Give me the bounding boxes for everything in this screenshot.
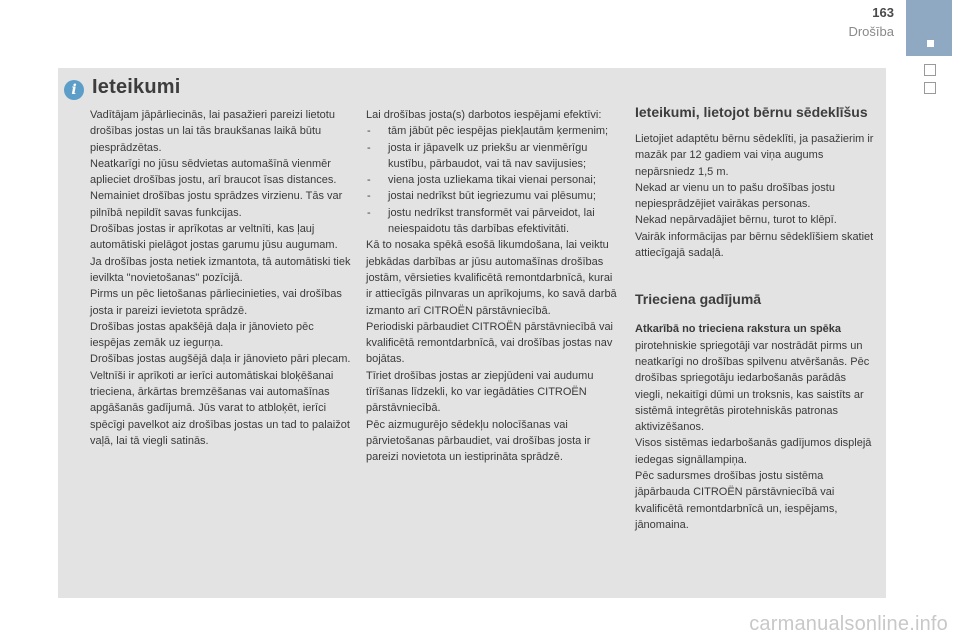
nav-box-1-icon[interactable] — [924, 64, 936, 76]
paragraph: Vadītājam jāpārliecinās, lai pasažieri pareizi lietotu drošības jostas un lai tās braukšanas laikā būtu piesprādzētas. — [90, 109, 335, 154]
paragraph: Nekad ar vienu un to pašu drošības jostu nepiesprādzējiet vairākas personas. — [635, 181, 835, 211]
paragraph: Kā to nosaka spēkā esošā likumdošana, lai veiktu jebkādas darbības ar jūsu automašīnas drošības jostām, vērsieties kvalificētā remontdarbnīcā, kurai ir attiecīgās pilnvaras un aprīkojums, ko savā darbā izmanto arī CITROËN pārstāvniecībā. — [366, 239, 617, 317]
list-item-text: tām jābūt pēc iespējas piekļautām ķermenim; — [388, 125, 609, 138]
dash-marker: - — [367, 125, 371, 138]
list-item — [366, 188, 618, 204]
tab-marker-icon — [927, 40, 934, 47]
paragraph: Nekad nepārvadājiet bērnu, turot to klēpī. — [635, 214, 837, 227]
list-item — [366, 205, 618, 238]
paragraph: Vairāk informācijas par bērnu sēdeklīšiem skatiet attiecīgajā sadaļā. — [635, 230, 874, 260]
dash-marker: - — [367, 174, 371, 187]
paragraph: Drošības jostas ir aprīkotas ar veltnīti, kas ļauj automātiski pielāgot jostas garumu jūsu augumam. Ja drošības josta netiek izmantota, tā automātiski tiek ievilkta "novietošanas" pozīcijā. — [90, 223, 351, 284]
paragraph: Nemainiet drošības jostu sprādzes virzienu. Tās var pilnībā nepildīt savas funkcijas. — [90, 190, 343, 219]
list-item-text: jostu nedrīkst transformēt vai pārveidot, lai neiespaidotu tās darbības efektivitāti. — [388, 206, 595, 236]
page-number: 163 — [872, 5, 894, 20]
paragraph: Tīriet drošības jostas ar ziepjūdeni vai audumu tīrīšanas līdzekli, ko var iegādāties CITROËN pārstāvniecībā. — [366, 369, 594, 415]
list-item-text: viena josta uzliekama tikai vienai personai; — [388, 174, 596, 187]
section-tab[interactable] — [906, 0, 952, 56]
info-icon: i — [64, 80, 84, 100]
requirements-list — [366, 123, 618, 237]
paragraph: Periodiski pārbaudiet CITROËN pārstāvniecībā vai kvalificētā remontdarbnīcā, vai drošības jostas nav bojātas. — [366, 320, 614, 366]
section-label: Drošība — [848, 24, 894, 39]
child-seat-heading: Ieteikumi, lietojot bērnu sēdeklīšus — [635, 104, 868, 120]
dash-marker: - — [367, 190, 371, 203]
dash-marker: - — [367, 206, 371, 219]
list-item — [366, 123, 618, 139]
paragraph: Pirms un pēc lietošanas pārliecinieties, vai drošības josta ir pareizi ievietota sprādzē. — [90, 288, 342, 317]
paragraph: Veltnīši ir aprīkoti ar ierīci automātiskai bloķēšanai trieciena, ārkārtas bremzēšanas vai automašīnas apgāšanās gadījumā. Jūs varat to atbloķēt, ierīci spēcīgi pavelkot aiz drošības jostas un tad to palaižot vaļā, lai tā viegli satinās. — [90, 369, 350, 447]
paragraph: Pēc aizmugurējo sēdekļu nolocīšanas vai pārvietošanas pārbaudiet, vai drošības josta ir pareizi novietota un iestiprināta sprādzē. — [366, 418, 591, 464]
lead-text: Atkarībā no trieciena rakstura un spēka — [635, 323, 842, 336]
list-item-text: josta ir jāpavelk uz priekšu ar vienmērīgu kustību, pārbaudot, vai tā nav savijusies; — [388, 141, 588, 170]
lead-rest-text: pirotehniskie spriegotāji var nostrādāt pirms un neatkarīgi no drošības spilvenu atvēršanās. Pēc drošības spriegotāju iedarbošanās parādās viegli, nekaitīgi dūmi un troksnis, kas saistīts ar sistēmā integrētās pirotehniskās patronas aktivizēšanos. — [635, 339, 870, 434]
list-item — [366, 140, 618, 173]
dash-marker: - — [367, 141, 371, 154]
paragraph: Neatkarīgi no jūsu sēdvietas automašīnā vienmēr aplieciet drošības jostu, arī braucot īsas distances. — [90, 157, 337, 187]
paragraph: Drošības jostas augšējā daļa ir jānovieto pāri plecam. — [90, 353, 351, 366]
panel-title: Ieteikumi — [92, 76, 181, 98]
paragraph: Lietojiet adaptētu bērnu sēdeklīti, ja pasažierim ir mazāk par 12 gadiem vai viņa augums nepārsniedz 1,5 m. — [635, 133, 874, 178]
column-3 — [635, 104, 875, 533]
paragraph: Drošības jostas apakšējā daļa ir jānovieto pēc iespējas zemāk uz iegurņa. — [90, 320, 314, 350]
paragraph: Lai drošības josta(s) darbotos iespējami efektīvi: — [366, 109, 602, 121]
nav-box-2-icon[interactable] — [924, 82, 936, 94]
list-item — [366, 172, 618, 188]
impact-heading: Trieciena gadījumā — [635, 291, 762, 308]
paragraph: Visos sistēmas iedarbošanās gadījumos displejā iedegas signāllampiņa. — [635, 437, 872, 466]
column-1 — [90, 107, 352, 449]
watermark: carmanualsonline.info — [749, 613, 948, 635]
paragraph — [635, 321, 875, 435]
paragraph: Pēc sadursmes drošības jostu sistēma jāpārbauda CITROËN pārstāvniecībā vai kvalificētā remontdarbnīcā un, iespējams, jānomaina. — [635, 470, 838, 531]
list-item-text: jostai nedrīkst būt iegriezumu vai plēsumu; — [388, 190, 596, 203]
column-2 — [366, 107, 618, 466]
